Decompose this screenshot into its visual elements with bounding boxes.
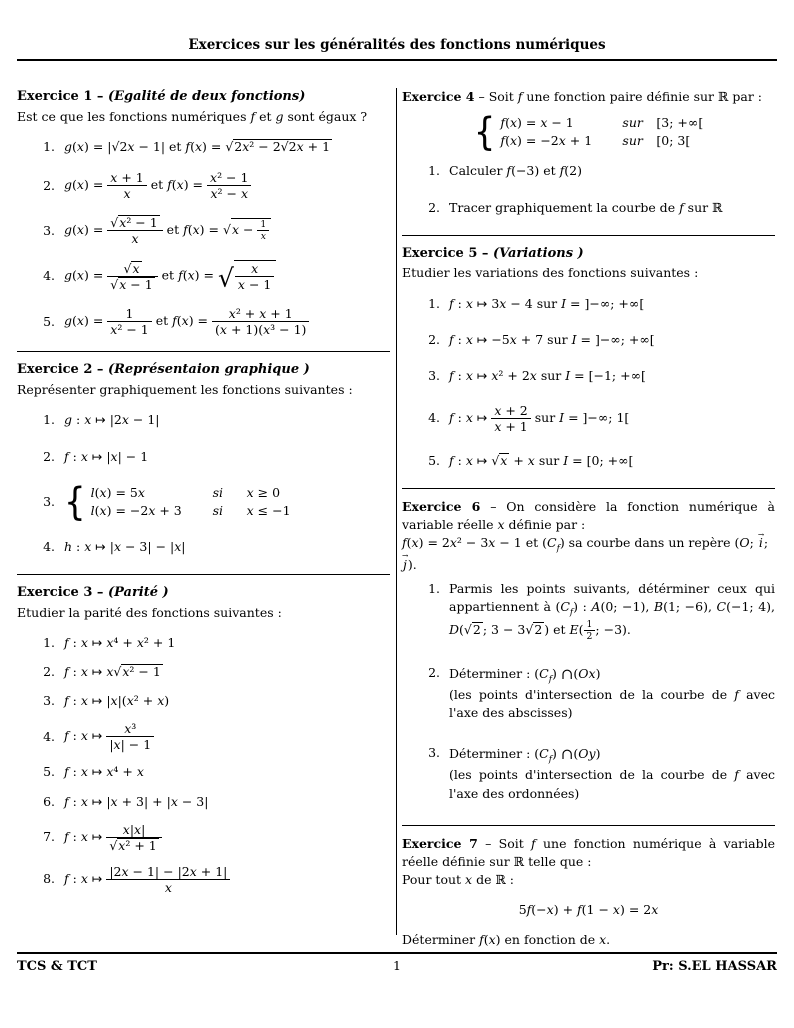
exercise-2-title: Exercice 2 – (Représentaion graphique ): [17, 362, 310, 378]
exercise-6-item-2: [416, 664, 775, 722]
item-number: 2.: [428, 331, 440, 347]
item-number: 2.: [428, 199, 440, 215]
item-number: 4.: [43, 268, 55, 284]
item-number: 3.: [43, 493, 55, 509]
exercise-2-items: [31, 411, 390, 556]
exercise-1-intro: Est ce que les fonctions numériques f et g sont égaux ?: [17, 108, 368, 124]
item-text: Calculer f(−3) et f(2): [449, 163, 582, 179]
item-number: 4.: [428, 410, 440, 426]
exercise-3-item-6: [31, 793, 390, 811]
item-number: 8.: [43, 871, 55, 887]
item-formula: f : x ↦ x⁴ + x: [64, 764, 144, 780]
item-number: 6.: [43, 793, 55, 809]
exercise-5-item-4: [416, 403, 775, 434]
item-number: 1.: [428, 580, 440, 596]
item-number: 3.: [428, 367, 440, 383]
exercise-6: [402, 498, 775, 803]
exercise-4-cases: { f(x) = x − 1 sur [3; +∞[ f(x) = −2x + 1 sur [0; 3[: [473, 109, 704, 155]
item-text: Tracer graphiquement la courbe de f sur ℝ: [449, 199, 723, 215]
item-number: 2.: [43, 448, 55, 464]
item-number: 1.: [43, 138, 55, 154]
exercise-7-outro: Déterminer f(x) en fonction de x.: [402, 932, 611, 948]
item-formula: f : x ↦ √x + x sur I = [0; +∞[: [449, 452, 634, 468]
exercise-1-items: [31, 138, 390, 338]
item-formula: f : x ↦ $\frac{x|x|}{\text{√x² + 1}}$: [64, 822, 390, 853]
footer-class-label: TCS & TCT: [17, 959, 97, 974]
item-text: Déterminer : $(C_f)$ ∩(Oy) (les points d'intersection de la courbe de f avec l'axe des ordonnées): [449, 745, 775, 801]
exercise-5-items: [416, 295, 775, 471]
exercise-1-item-4: [31, 260, 390, 292]
page-header: [17, 36, 777, 61]
item-number: 1.: [428, 295, 440, 311]
exercise-1-item-2: [31, 170, 390, 201]
item-formula: f : x ↦ $\frac{\text{x³}}{|x| - 1}$: [64, 721, 390, 752]
exercise-1-title: Exercice 1 – (Egalité de deux fonctions): [17, 89, 306, 104]
exercise-1-item-5: [31, 306, 390, 337]
exercise-3-item-4: [31, 721, 390, 752]
exercise-4-item-1: [416, 162, 775, 180]
exercise-3-item-5: [31, 763, 390, 781]
exercise-2-item-2: [31, 448, 390, 466]
item-number: 2.: [43, 177, 55, 193]
exercise-3-item-7: [31, 822, 390, 853]
item-text: Déterminer : $(C_f)$ ∩(Ox) (les points d'intersection de la courbe de f avec l'axe des abscisses): [449, 665, 775, 721]
item-formula: f : x ↦ |x + 3| + |x − 3|: [64, 793, 209, 809]
exercise-5-item-1: [416, 295, 775, 313]
exercise-6-items: [416, 580, 775, 803]
exercise-3-item-1: [31, 634, 390, 652]
exercise-5-intro: Etudier les variations des fonctions suivantes :: [402, 265, 699, 281]
item-number: 3.: [43, 693, 55, 709]
exercise-4-item-2: [416, 199, 775, 217]
exercise-3-title: Exercice 3 – (Parité ): [17, 585, 169, 601]
exercise-6-function-line: f(x) = 2x² − 3x − 1 et $(C_f)$ sa courbe dans un repère (O; → i; → j).: [402, 529, 769, 572]
item-number: 4.: [43, 728, 55, 744]
item-formula: { l(x) = 5x si x ≥ 0 l(x) = −2x + 3 si x ≤ −1: [64, 479, 291, 524]
exercise-4-items: [416, 162, 775, 216]
item-number: 5.: [428, 452, 440, 468]
column-left: [17, 88, 390, 949]
item-formula: g(x) = $\frac{x + 1}{x}$ et f(x) = $\frac{\text{x² − 1}}{\text{x² − x}}$: [64, 170, 390, 201]
item-formula: g(x) = $\frac{1}{\text{x² − 1}}$ et f(x) = $\frac{\text{x² + x + 1}}{\text{(x + 1)(x³ − 1)}}$: [64, 306, 390, 337]
exercise-3: [17, 584, 390, 895]
item-formula: h : x ↦ |x − 3| − |x|: [64, 538, 186, 554]
item-formula: g : x ↦ |2x − 1|: [64, 412, 160, 428]
item-formula: f : x ↦ x√x² − 1: [64, 664, 161, 680]
item-text: Parmis les points suivants, détérminer ceux qui appartiennent à $(C_f)$ : A(0; −1), B(1; −6), C(−1; 4), D(√2 ; 3 − 3√2 ) et E( $\frac{1}{2}$ ; −3).: [449, 580, 775, 643]
item-formula: f : x ↦ −5x + 7 sur I = ]−∞; +∞[: [449, 331, 655, 347]
exercise-7-equation: 5f(−x) + f(1 − x) = 2x: [518, 902, 659, 918]
exercise-separator: [402, 825, 775, 826]
item-formula: f : x ↦ 3x − 4 sur I = ]−∞; +∞[: [449, 295, 645, 311]
item-formula: f : x ↦ x² + 2x sur I = [−1; +∞[: [449, 367, 646, 383]
item-number: 3.: [43, 222, 55, 238]
item-number: 1.: [43, 412, 55, 428]
exercise-5: [402, 245, 775, 470]
exercise-6-item-3: [416, 744, 775, 802]
item-number: 1.: [43, 635, 55, 651]
item-formula: f : x ↦ |x|(x² + x): [64, 693, 170, 709]
exercise-1: [17, 88, 390, 337]
exercise-separator: [17, 351, 390, 352]
exercise-5-item-3: [416, 367, 775, 385]
item-formula: g(x) = $\frac{\text{√x² − 1}}{x}$ et f(x) = √x − $\frac{1}{x}$: [64, 215, 390, 246]
exercise-2-intro: Représenter graphiquement les fonctions suivantes :: [17, 382, 353, 398]
exercise-7-condition: Pour tout x de ℝ :: [402, 871, 515, 887]
exercise-6-lead: Exercice 6 – On considère la fonction numérique à variable réelle x définie par :: [402, 499, 775, 533]
content-columns: [17, 88, 777, 949]
exercise-3-item-3: [31, 692, 390, 710]
exercise-4-lead: Exercice 4 – Soit f une fonction paire définie sur ℝ par :: [402, 89, 762, 104]
page-footer: [17, 957, 777, 977]
item-formula: f : x ↦ $\frac{|2x - 1| - |2x + 1|}{x}$: [64, 864, 390, 895]
page-title: Exercices sur les généralités des fonctions numériques: [188, 37, 606, 53]
exercise-5-title: Exercice 5 – (Variations ): [402, 245, 584, 261]
exercise-3-intro: Etudier la parité des fonctions suivantes :: [17, 604, 282, 620]
footer-professor-label: Pr: S.EL HASSAR: [652, 959, 777, 974]
exercise-7-lead: Exercice 7 – Soit f une fonction numérique à variable réelle définie sur ℝ telle que :: [402, 835, 775, 869]
exercise-5-item-5: [416, 452, 775, 470]
exercise-7: [402, 835, 775, 950]
exercise-3-item-2: [31, 663, 390, 681]
exercise-4: [402, 88, 775, 217]
exercise-2-item-4: [31, 538, 390, 556]
item-number: 5.: [43, 764, 55, 780]
item-number: 2.: [428, 665, 440, 681]
exercise-2: [17, 361, 390, 556]
item-number: 2.: [43, 664, 55, 680]
header-rule: [17, 59, 777, 61]
exercise-2-item-1: [31, 411, 390, 429]
column-right: [402, 88, 775, 949]
exercise-2-item-3: [31, 479, 390, 524]
item-formula: f : x ↦ x⁴ + x² + 1: [64, 635, 176, 651]
page-number: 1: [393, 958, 401, 973]
item-number: 4.: [43, 538, 55, 554]
exercise-5-item-2: [416, 331, 775, 349]
exercise-separator: [402, 235, 775, 236]
exercise-3-items: [31, 634, 390, 895]
item-formula: g(x) = |√2x − 1| et f(x) = √2x² − 2√2x + 1: [64, 138, 331, 154]
item-number: 7.: [43, 829, 55, 845]
exercise-separator: [402, 488, 775, 489]
exercise-1-item-1: [31, 138, 390, 156]
exercise-separator: [17, 574, 390, 575]
item-formula: g(x) = $\frac{√x}{√x - 1}$ et f(x) = √ $\frac{x}{x - 1}$: [64, 260, 390, 292]
exercise-6-item-1: [416, 580, 775, 643]
item-formula: f : x ↦ |x| − 1: [64, 448, 149, 464]
item-formula: f : x ↦ $\frac{x + 2}{x + 1}$ sur I = ]−∞; 1[: [449, 402, 630, 434]
exercise-1-item-3: [31, 215, 390, 246]
item-number: 1.: [428, 163, 440, 179]
item-number: 3.: [428, 745, 440, 761]
item-number: 5.: [43, 313, 55, 329]
exercise-3-item-8: [31, 864, 390, 895]
footer-rule: [17, 952, 777, 954]
